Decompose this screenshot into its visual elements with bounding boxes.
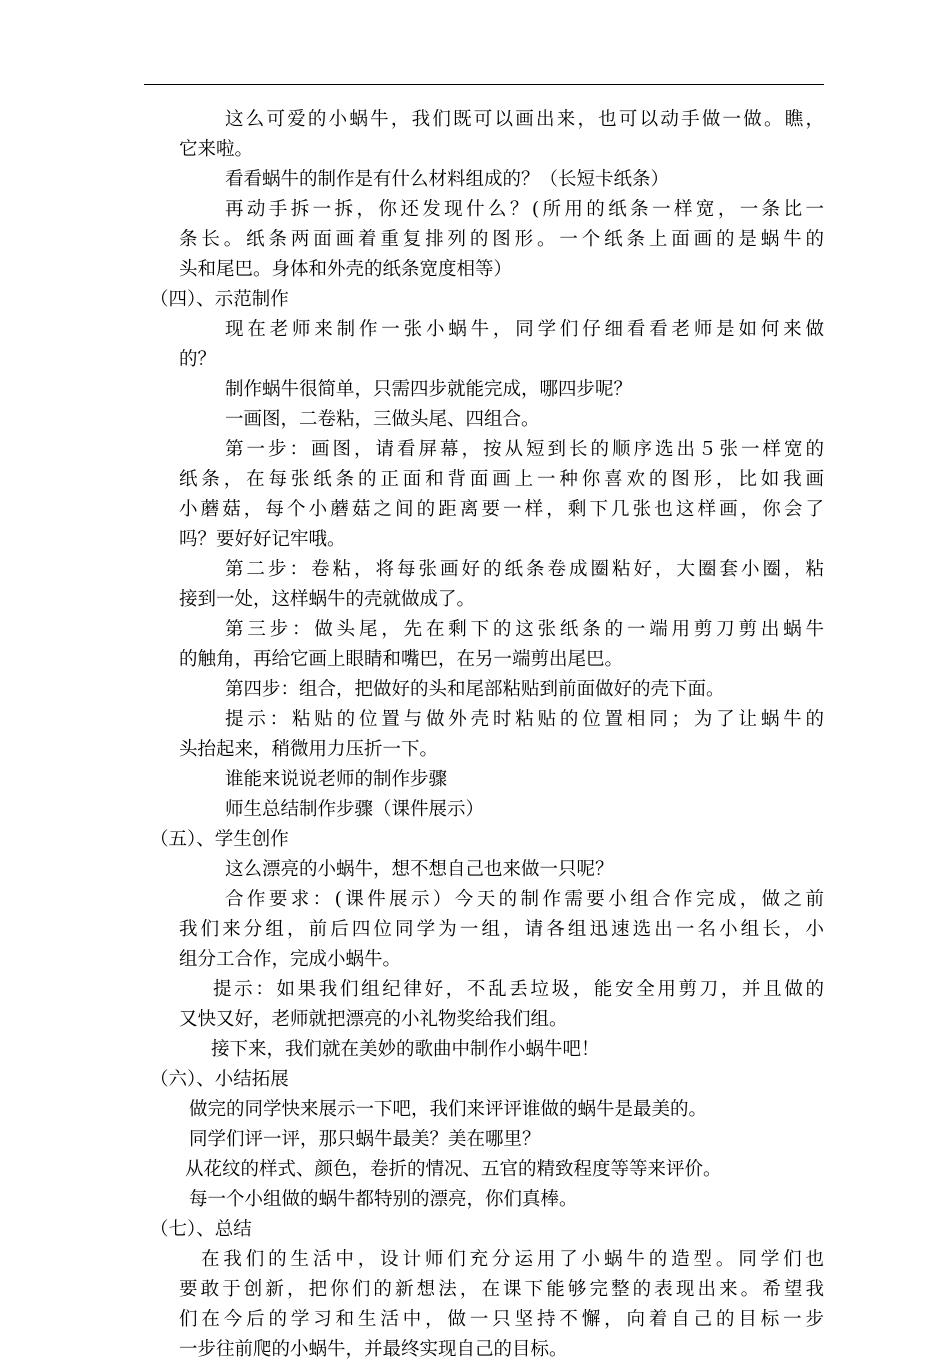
- paragraph-line: 同学们评一评，那只蜗牛最美？美在哪里？: [189, 1129, 541, 1150]
- body-paragraph: [179, 675, 824, 705]
- paragraph-line: 现在老师来制作一张小蜗牛，同学们仔细看看老师是如何来做: [225, 319, 824, 340]
- body-paragraph: [179, 435, 824, 555]
- paragraph-line: 一画图，二卷粘，三做头尾、四组合。: [225, 409, 540, 430]
- paragraph-line: 头和尾巴。身体和外壳的纸条宽度相等）: [179, 259, 513, 280]
- paragraph-line: 又快又好，老师就把漂亮的小礼物奖给我们组。: [179, 1009, 568, 1030]
- header-rule: [144, 84, 824, 85]
- paragraph-line: 提示：如果我们组纪律好，不乱丢垃圾，能安全用剪刀，并且做的: [213, 979, 824, 1000]
- paragraph-line: 的？: [179, 349, 217, 370]
- body-paragraph: [179, 1185, 824, 1215]
- body-paragraph: [179, 375, 824, 405]
- paragraph-line: 谁能来说说老师的制作步骤: [225, 769, 448, 790]
- paragraph-line: 制作蜗牛很简单，只需四步就能完成，哪四步呢？: [225, 379, 633, 400]
- document-body: [0, 105, 950, 1365]
- paragraph-line: 第三步：做头尾，先在剩下的这张纸条的一端用剪刀剪出蜗牛: [225, 619, 824, 640]
- paragraph-line: 看看蜗牛的制作是有什么材料组成的？（长短卡纸条）: [225, 169, 670, 190]
- body-paragraph: [179, 1245, 824, 1365]
- body-paragraph: [179, 705, 824, 765]
- body-paragraph: [179, 975, 824, 1035]
- paragraph-line: 第四步：组合，把做好的头和尾部粘贴到前面做好的壳下面。: [225, 679, 725, 700]
- body-paragraph: [179, 195, 824, 285]
- body-paragraph: [179, 555, 824, 615]
- body-paragraph: [179, 1125, 824, 1155]
- paragraph-line: 纸条，在每张纸条的正面和背面画上一种你喜欢的图形，比如我画: [179, 469, 824, 490]
- body-paragraph: [179, 795, 824, 825]
- paragraph-line: 第一步：画图，请看屏幕，按从短到长的顺序选出５张一样宽的: [225, 439, 824, 460]
- paragraph-line: 提示：粘贴的位置与做外壳时粘贴的位置相同；为了让蜗牛的: [225, 709, 824, 730]
- paragraph-line: 条长。纸条两面画着重复排列的图形。一个纸条上面画的是蜗牛的: [179, 229, 824, 250]
- paragraph-line: 头抬起来，稍微用力压折一下。: [179, 739, 439, 760]
- body-paragraph: [179, 315, 824, 375]
- paragraph-line: 从花纹的样式、颜色，卷折的情况、五官的精致程度等等来评价。: [185, 1159, 722, 1180]
- body-paragraph: [179, 885, 824, 975]
- heading-text: （五）、学生创作: [150, 829, 289, 850]
- paragraph-line: 再动手拆一拆，你还发现什么？(所用的纸条一样宽，一条比一: [225, 199, 824, 220]
- section-heading: [150, 285, 824, 315]
- heading-text: （四）、示范制作: [150, 289, 289, 310]
- heading-text: （六）、小结拓展: [150, 1069, 289, 1090]
- paragraph-line: 师生总结制作步骤（课件展示）: [225, 799, 485, 820]
- paragraph-line: 在我们的生活中，设计师们充分运用了小蜗牛的造型。同学们也: [201, 1249, 824, 1270]
- paragraph-line: 每一个小组做的蜗牛都特别的漂亮，你们真棒。: [189, 1189, 578, 1210]
- heading-text: （七）、总结: [150, 1219, 252, 1240]
- body-paragraph: [179, 765, 824, 795]
- body-paragraph: [179, 1035, 824, 1065]
- body-paragraph: [179, 1155, 824, 1185]
- paragraph-line: 小蘑菇，每个小蘑菇之间的距离要一样，剩下几张也这样画，你会了: [179, 499, 824, 520]
- paragraph-line: 合作要求：(课件展示）今天的制作需要小组合作完成，做之前: [225, 889, 824, 910]
- section-heading: [150, 1215, 824, 1245]
- paragraph-line: 这么可爱的小蜗牛，我们既可以画出来，也可以动手做一做。瞧，: [225, 109, 824, 130]
- paragraph-line: 要敢于创新，把你们的新想法，在课下能够完整的表现出来。希望我: [179, 1279, 824, 1300]
- body-paragraph: [179, 615, 824, 675]
- body-paragraph: [179, 1095, 824, 1125]
- paragraph-line: 做完的同学快来展示一下吧，我们来评评谁做的蜗牛是最美的。: [189, 1099, 708, 1120]
- paragraph-line: 接下来，我们就在美妙的歌曲中制作小蜗牛吧！: [211, 1039, 600, 1060]
- paragraph-line: 一步往前爬的小蜗牛，并最终实现自己的目标。: [179, 1339, 568, 1360]
- body-paragraph: [179, 855, 824, 885]
- paragraph-line: 的触角，再给它画上眼睛和嘴巴，在另一端剪出尾巴。: [179, 649, 624, 670]
- paragraph-line: 第二步：卷粘，将每张画好的纸条卷成圈粘好，大圈套小圈，粘: [225, 559, 824, 580]
- section-heading: [150, 825, 824, 855]
- section-heading: [150, 1065, 824, 1095]
- paragraph-line: 吗？要好好记牢哦。: [179, 529, 346, 550]
- paragraph-line: 组分工合作，完成小蜗牛。: [179, 949, 402, 970]
- paragraph-line: 这么漂亮的小蜗牛，想不想自己也来做一只呢？: [225, 859, 614, 880]
- paragraph-line: 我们来分组，前后四位同学为一组，请各组迅速选出一名小组长，小: [179, 919, 824, 940]
- paragraph-line: 它来啦。: [179, 139, 254, 160]
- body-paragraph: [179, 105, 824, 165]
- body-paragraph: [179, 405, 824, 435]
- paragraph-line: 们在今后的学习和生活中，做一只坚持不懈，向着自己的目标一步: [179, 1309, 824, 1330]
- paragraph-line: 接到一处，这样蜗牛的壳就做成了。: [179, 589, 476, 610]
- body-paragraph: [179, 165, 824, 195]
